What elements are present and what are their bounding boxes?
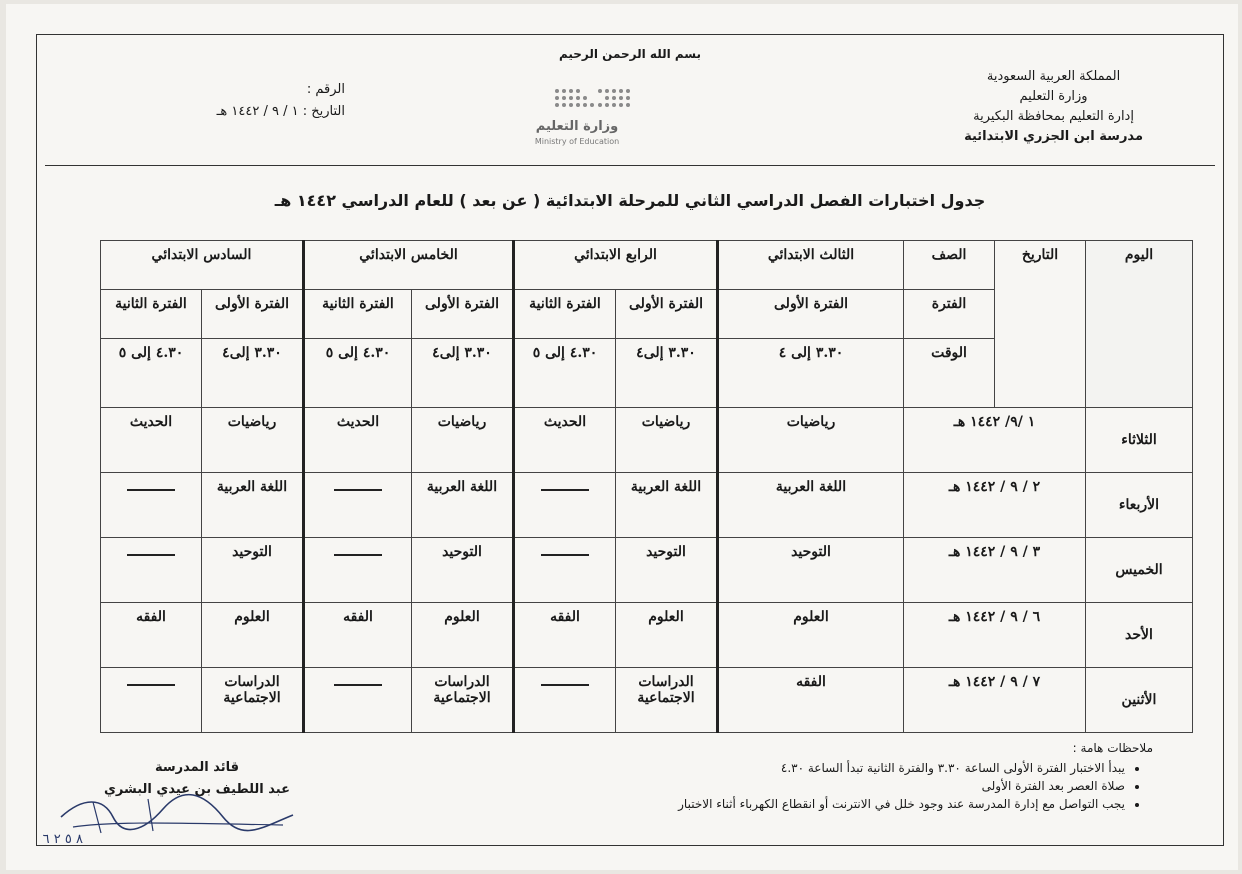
g4-subject-2: الفقه	[514, 603, 616, 668]
g6-subject-2	[101, 538, 202, 603]
table-header-row	[101, 241, 1193, 290]
g5-subject-2	[304, 538, 412, 603]
g5-subject-1: الدراسات الاجتماعية	[412, 668, 514, 733]
ministry-logo	[517, 83, 647, 153]
g4-subject-1: الدراسات الاجتماعية	[616, 668, 718, 733]
header-line-1: المملكة العربية السعودية	[986, 69, 1121, 84]
g5-time-2: ٤.٣٠ إلى ٥	[304, 339, 412, 408]
g4-period-2: الفترة الثانية	[514, 290, 616, 339]
g6-subject-1: العلوم	[202, 603, 304, 668]
g5-subject-2: الحديث	[304, 408, 412, 473]
g6-subject-2: الفقه	[101, 603, 202, 668]
no-exam-dash	[127, 489, 175, 491]
g3-subject: التوحيد	[718, 538, 904, 603]
no-exam-dash	[541, 489, 589, 491]
row-day: الثلاثاء	[1086, 408, 1193, 473]
g4-subject-2	[514, 538, 616, 603]
grade-5-header: الخامس الابتدائي	[304, 241, 514, 290]
g4-subject-2	[514, 668, 616, 733]
grade-6-header: السادس الابتدائي	[101, 241, 304, 290]
g4-subject-2	[514, 473, 616, 538]
signer-name: عبد اللطيف بن عيدي البشري	[104, 782, 290, 797]
g5-subject-1: التوحيد	[412, 538, 514, 603]
g5-subject-1: العلوم	[412, 603, 514, 668]
no-exam-dash	[334, 684, 382, 686]
no-exam-dash	[334, 554, 382, 556]
header-class: الصف	[904, 241, 995, 290]
document-title: جدول اختبارات الفصل الدراسي الثاني للمرحلة الابتدائية ( عن بعد ) للعام الدراسي ١٤٤٢ هـ	[274, 191, 986, 210]
row-date: ٦ / ٩ / ١٤٤٢ هـ	[904, 603, 1086, 668]
g4-subject-1: رياضيات	[616, 408, 718, 473]
g5-period-1: الفترة الأولى	[412, 290, 514, 339]
note-item: • يبدأ الاختبار الفترة الأولى الساعة ٣.٣٠ والفترة الثانية تبدأ الساعة ٤.٣٠	[678, 759, 1125, 777]
exam-schedule-table	[100, 240, 1193, 733]
no-exam-dash	[541, 684, 589, 686]
g5-period-2: الفترة الثانية	[304, 290, 412, 339]
header-time: الوقت	[904, 339, 995, 408]
note-item: • صلاة العصر بعد الفترة الأولى	[678, 777, 1125, 795]
table-row	[101, 538, 1193, 603]
header-right-block	[964, 67, 1143, 147]
row-day: الخميس	[1086, 538, 1193, 603]
g3-subject: الفقه	[718, 668, 904, 733]
table-row	[101, 603, 1193, 668]
g4-time-1: ٣.٣٠ إلى٤	[616, 339, 718, 408]
g3-subject: اللغة العربية	[718, 473, 904, 538]
school-name: مدرسة ابن الجزري الابتدائية	[964, 129, 1143, 144]
table-row	[101, 408, 1193, 473]
signature-mark: ٨ ٥ ٢ ٦	[42, 832, 83, 847]
g4-subject-2: الحديث	[514, 408, 616, 473]
notes-block	[678, 739, 1153, 813]
row-date: ٣ / ٩ / ١٤٤٢ هـ	[904, 538, 1086, 603]
g6-period-2: الفترة الثانية	[101, 290, 202, 339]
header-day: اليوم	[1086, 241, 1193, 408]
notes-title: ملاحظات هامة :	[1072, 741, 1153, 755]
header-line-3: إدارة التعليم بمحافظة البكيرية	[973, 109, 1134, 124]
table-row	[101, 668, 1193, 733]
header-date: التاريخ	[995, 241, 1086, 408]
no-exam-dash	[127, 554, 175, 556]
g6-subject-2	[101, 668, 202, 733]
document-page	[6, 4, 1238, 870]
notes-list	[678, 759, 1125, 813]
grade-4-header: الرابع الابتدائي	[514, 241, 718, 290]
no-exam-dash	[541, 554, 589, 556]
no-exam-dash	[127, 684, 175, 686]
row-day: الأحد	[1086, 603, 1193, 668]
row-date: ٢ / ٩ / ١٤٤٢ هـ	[904, 473, 1086, 538]
grade-3-header: الثالث الابتدائي	[718, 241, 904, 290]
row-date: ٧ / ٩ / ١٤٤٢ هـ	[904, 668, 1086, 733]
header-period: الفترة	[904, 290, 995, 339]
g4-period-1: الفترة الأولى	[616, 290, 718, 339]
g6-subject-1: اللغة العربية	[202, 473, 304, 538]
no-exam-dash	[334, 489, 382, 491]
note-item: • يجب التواصل مع إدارة المدرسة عند وجود خلل في الانترنت أو انقطاع الكهرباء أثناء الاختبار	[678, 795, 1125, 813]
g4-subject-1: التوحيد	[616, 538, 718, 603]
g5-subject-2	[304, 473, 412, 538]
g3-period: الفترة الأولى	[718, 290, 904, 339]
ref-number: الرقم :	[306, 82, 345, 97]
g4-subject-1: اللغة العربية	[616, 473, 718, 538]
g4-time-2: ٤.٣٠ إلى ٥	[514, 339, 616, 408]
g3-subject: العلوم	[718, 603, 904, 668]
header-divider	[45, 165, 1215, 166]
g5-subject-1: رياضيات	[412, 408, 514, 473]
g5-subject-1: اللغة العربية	[412, 473, 514, 538]
logo-arabic: وزارة التعليم	[535, 119, 619, 134]
row-date: ١ /٩/ ١٤٤٢ هـ	[904, 408, 1086, 473]
g6-subject-2	[101, 473, 202, 538]
g6-subject-1: رياضيات	[202, 408, 304, 473]
bismillah: بسم الله الرحمن الرحيم	[558, 47, 702, 61]
logo-english: Ministry of Education	[534, 137, 620, 146]
header-left-block	[85, 79, 345, 123]
row-day: الأثنين	[1086, 668, 1193, 733]
table-row	[101, 473, 1193, 538]
handwritten-signature-icon	[42, 787, 303, 847]
g5-subject-2	[304, 668, 412, 733]
g6-time-2: ٤.٣٠ إلى ٥	[101, 339, 202, 408]
g3-subject: رياضيات	[718, 408, 904, 473]
g6-subject-2: الحديث	[101, 408, 202, 473]
g6-subject-1: الدراسات الاجتماعية	[202, 668, 304, 733]
document-frame	[36, 34, 1224, 846]
header-line-2: وزارة التعليم	[1019, 89, 1088, 104]
signer-role: قائد المدرسة	[154, 760, 240, 775]
g3-time: ٣.٣٠ إلى ٤	[718, 339, 904, 408]
g4-subject-1: العلوم	[616, 603, 718, 668]
g5-subject-2: الفقه	[304, 603, 412, 668]
row-day: الأربعاء	[1086, 473, 1193, 538]
issue-date: التاريخ : ١ / ٩ / ١٤٤٢ هـ	[216, 104, 345, 119]
g5-time-1: ٣.٣٠ إلى٤	[412, 339, 514, 408]
g6-subject-1: التوحيد	[202, 538, 304, 603]
g6-period-1: الفترة الأولى	[202, 290, 304, 339]
g6-time-1: ٣.٣٠ إلى٤	[202, 339, 304, 408]
